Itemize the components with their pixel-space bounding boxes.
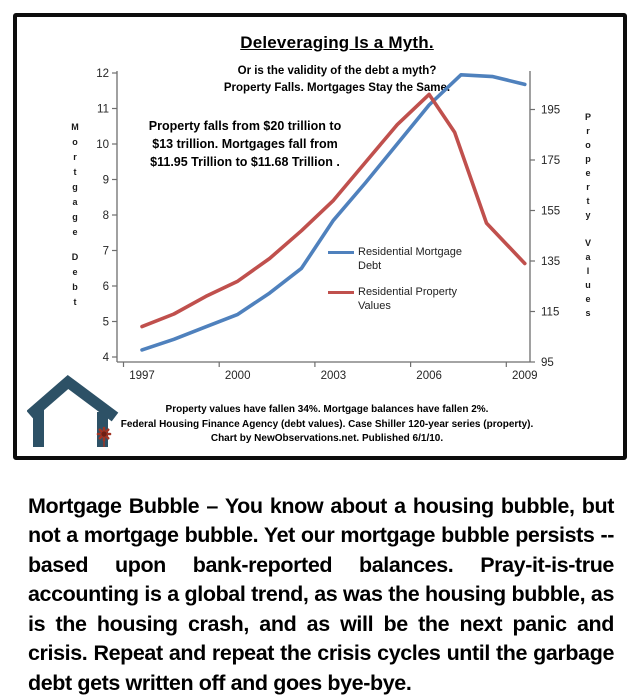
- chart-card: [13, 13, 627, 460]
- house-logo: [27, 370, 122, 455]
- left-tick-label: 9: [103, 175, 109, 187]
- left-tick-label: 4: [103, 352, 110, 364]
- legend-label: Residential Property Values: [358, 285, 462, 313]
- legend-entry-mortgage-debt: [328, 245, 478, 273]
- axis-title-letter: t: [580, 194, 596, 208]
- x-tick-label: 2009: [512, 370, 538, 382]
- x-tick-label: 2000: [225, 370, 251, 382]
- annotation-line-1: Property falls from $20 trillion to: [122, 117, 368, 135]
- left-tick-label: 7: [103, 246, 109, 258]
- right-tick-label: 155: [541, 206, 560, 218]
- chart-footnotes: [77, 403, 577, 447]
- chart-legend: [328, 245, 478, 325]
- axis-title-letter: o: [67, 135, 83, 150]
- axis-title-letter: M: [67, 120, 83, 135]
- axis-title-letter: g: [67, 210, 83, 225]
- house-left-leg: [33, 406, 44, 447]
- chart-subtitle-line-1: Or is the validity of the debt a myth?: [147, 63, 527, 80]
- footnote-line-2: Federal Housing Finance Agency (debt values). Case Shiller 120-year series (property).: [77, 418, 577, 433]
- axis-title-letter: r: [67, 150, 83, 165]
- axis-title-letter: a: [67, 195, 83, 210]
- right-tick-label: 175: [541, 155, 560, 167]
- annotation-line-3: $11.95 Trillion to $11.68 Trillion .: [122, 153, 368, 171]
- axis-title-letter: a: [580, 250, 596, 264]
- x-tick-label: 1997: [129, 370, 155, 382]
- x-tick-label: 2006: [416, 370, 442, 382]
- axis-title-letter: l: [580, 264, 596, 278]
- legend-line-swatch-blue-icon: [328, 251, 354, 254]
- axis-title-letter: e: [67, 225, 83, 240]
- legend-label: Residential Mortgage Debt: [358, 245, 478, 273]
- left-tick-label: 8: [103, 210, 109, 222]
- flower-center-icon: [101, 431, 106, 436]
- legend-line-swatch-red-icon: [328, 291, 354, 294]
- axis-title-letter: D: [67, 250, 83, 265]
- axis-title-letter: r: [580, 180, 596, 194]
- caption-text: Mortgage Bubble – You know about a housing bubble, but not a mortgage bubble. Yet our mortgage bubble persists -- based upon bank-reported balances. Pray-it-is-true accounting is a global trend, as was the housing bubble, as is the housing crash, and as will be the next panic and crisis. Repeat and repeat the crisis cycles until the garbage debt gets written off and goes bye-bye.: [28, 492, 614, 698]
- axis-title-letter: o: [580, 138, 596, 152]
- axis-title-letter: e: [67, 265, 83, 280]
- chart-title: Deleveraging Is a Myth.: [117, 33, 557, 53]
- footnote-line-3: Chart by NewObservations.net. Published 6/1/10.: [77, 432, 577, 447]
- left-tick-label: 5: [103, 317, 109, 329]
- left-tick-label: 11: [97, 104, 109, 116]
- right-tick-label: 135: [541, 256, 560, 268]
- axis-title-letter: u: [580, 278, 596, 292]
- right-tick-label: 195: [541, 105, 560, 117]
- annotation-line-2: $13 trillion. Mortgages fall from: [122, 135, 368, 153]
- chart-subtitle-line-2: Property Falls. Mortgages Stay the Same.: [147, 80, 527, 97]
- x-tick-label: 2003: [321, 370, 347, 382]
- axis-title-letter: s: [580, 306, 596, 320]
- right-tick-label: 115: [541, 307, 559, 319]
- footnote-line-1: Property values have fallen 34%. Mortgage balances have fallen 2%.: [77, 403, 577, 418]
- right-tick-label: 95: [541, 357, 554, 369]
- axis-title-letter: t: [67, 165, 83, 180]
- axis-title-letter: P: [580, 110, 596, 124]
- axis-title-letter: y: [580, 208, 596, 222]
- axis-title-letter: r: [580, 124, 596, 138]
- axis-title-letter: b: [67, 280, 83, 295]
- axis-title-letter: p: [580, 152, 596, 166]
- axis-title-letter: e: [580, 292, 596, 306]
- left-tick-label: 12: [96, 68, 109, 80]
- axis-title-letter: e: [580, 166, 596, 180]
- axis-title-letter: V: [580, 236, 596, 250]
- left-tick-label: 6: [103, 281, 109, 293]
- axis-title-letter: t: [67, 295, 83, 310]
- axis-title-letter: g: [67, 180, 83, 195]
- legend-entry-property-values: [328, 285, 478, 313]
- left-tick-label: 10: [96, 139, 109, 151]
